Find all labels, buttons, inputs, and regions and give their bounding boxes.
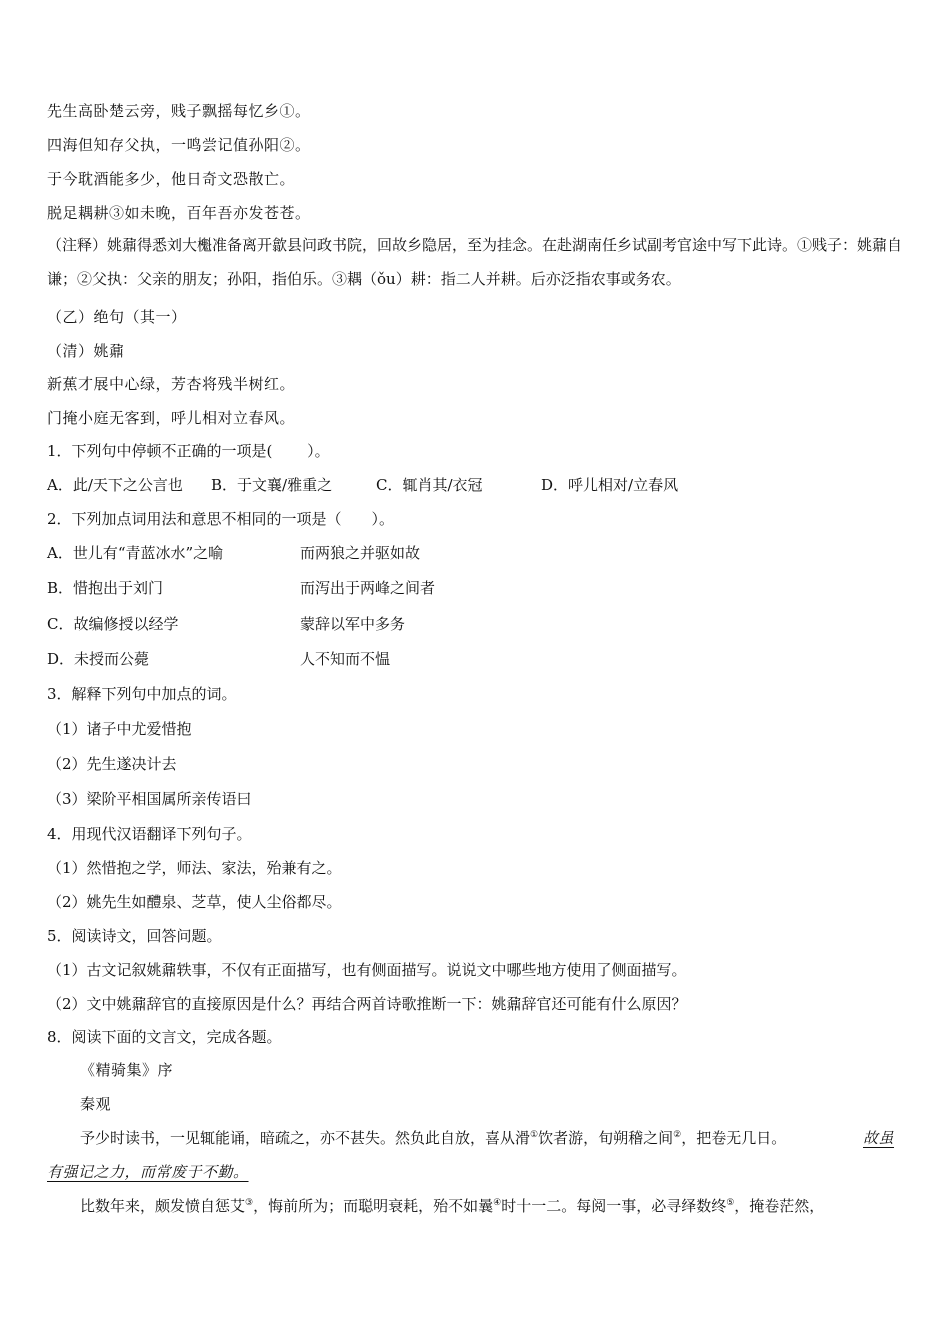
poem1-note: （注释）姚鼐得悉刘大櫆准备离开歙县问政书院，回故乡隐居，至为挂念。在赴湖南任乡试副考官途中写下此诗。①贱子：姚鼐自谦；②父执：父亲的朋友；孙阳，指伯乐。③耦（ǒu）耕：指二人并耕。后亦泛指农事或务农。	[47, 236, 903, 288]
poem1-line-2: 四海但知存父执，一鸣尝记值孙阳②。	[47, 136, 311, 154]
q8-title: 《精骑集》序	[80, 1061, 174, 1079]
q1-option-a: A．此/天下之公言也	[47, 476, 183, 494]
q2-row-a	[47, 542, 908, 564]
q2-row-c-right: 蒙辞以军中多务	[300, 615, 406, 633]
q3-stem: 3．解释下列句中加点的词。	[47, 685, 237, 703]
q8-para2-a: 比数年来，颇发愤自惩艾	[80, 1197, 246, 1215]
q8-para1-mid: 饮者游，旬朔稽之间	[538, 1129, 674, 1147]
q8-para2-c: 时十一二。每阅一事，必寻绎数终	[501, 1197, 727, 1215]
q8-underlined-start	[863, 1127, 894, 1149]
footnote-mark-3: ③	[245, 1198, 254, 1208]
q2-row-a-right: 而两狼之并驱如故	[300, 544, 421, 562]
footnote-mark-1: ①	[530, 1130, 539, 1140]
footnote-mark-2: ②	[673, 1130, 682, 1140]
q2-row-a-left: A．世儿有“青蓝冰水”之喻	[47, 544, 224, 562]
poem1-line-3: 于今耽酒能多少，他日奇文恐散亡。	[47, 170, 296, 188]
q2-row-d	[47, 648, 908, 670]
footnote-mark-4: ④	[493, 1198, 502, 1208]
footnote-mark-5: ⑤	[726, 1198, 735, 1208]
q2-row-b	[47, 577, 908, 599]
q8-para1-line1	[80, 1127, 908, 1149]
q8-para1-tail: ，把卷无几日。	[681, 1129, 787, 1147]
q8-para1-main: 予少时读书，一见辄能诵，暗疏之，亦不甚失。然负此自放，喜从滑	[80, 1129, 531, 1147]
q2-row-c	[47, 613, 908, 635]
poem1-line-1: 先生高卧楚云旁，贱子飘摇每忆乡①。	[47, 102, 311, 120]
q1-stem: 1．下列句中停顿不正确的一项是( ）。	[47, 442, 330, 460]
q2-row-d-left: D．未授而公薨	[47, 650, 150, 668]
q2-row-c-left: C．故编修授以经学	[47, 615, 179, 633]
q3-item-2: （2）先生遂决计去	[47, 755, 177, 773]
poem2-title: （乙）绝句（其一）	[47, 308, 187, 326]
q3-item-3: （3）梁阶平相国属所亲传语曰	[47, 790, 252, 808]
q2-row-b-left: B．惜抱出于刘门	[47, 579, 164, 597]
q1-option-b: B．于文襄/雅重之	[211, 476, 333, 494]
q5-stem: 5．阅读诗文，回答问题。	[47, 927, 222, 945]
q8-stem: 8．阅读下面的文言文，完成各题。	[47, 1028, 282, 1046]
q5-item-1: （1）古文记叙姚鼐轶事，不仅有正面描写，也有侧面描写。说说文中哪些地方使用了侧面描写。	[47, 961, 687, 979]
q2-stem: 2．下列加点词用法和意思不相同的一项是（ ）。	[47, 510, 395, 528]
poem2-author: （清）姚鼐	[47, 342, 125, 360]
q8-para1-line2	[47, 1161, 908, 1183]
q2-row-b-right: 而泻出于两峰之间者	[300, 579, 436, 597]
q3-item-1: （1）诸子中尤爱惜抱	[47, 720, 192, 738]
q5-item-2: （2）文中姚鼐辞官的直接原因是什么？再结合两首诗歌推断一下：姚鼐辞官还可能有什么原因？	[47, 995, 687, 1013]
q4-item-1: （1）然惜抱之学，师法、家法，殆兼有之。	[47, 859, 342, 877]
q8-para2-d: ，掩卷茫然，	[734, 1197, 825, 1215]
q1-option-c: C．辄肖其/衣冠	[376, 476, 483, 494]
poem1-line-4: 脱足耦耕③如未晚，百年吾亦发苍苍。	[47, 204, 311, 222]
q8-para2-b: ，悔前所为；而聪明衰耗，殆不如曩	[253, 1197, 494, 1215]
q8-underlined-sentence-part1: 故虽	[863, 1129, 895, 1147]
q8-underlined-sentence: 有强记之力，而常废于不勤。	[47, 1163, 249, 1181]
q4-item-2: （2）姚先生如醴泉、芝草，使人尘俗都尽。	[47, 893, 342, 911]
q1-option-d: D．呼儿相对/立春风	[541, 476, 679, 494]
q8-para2-line1	[80, 1195, 910, 1217]
q4-stem: 4．用现代汉语翻译下列句子。	[47, 825, 252, 843]
poem2-line-2: 门掩小庭无客到，呼儿相对立春风。	[47, 409, 296, 427]
q2-row-d-right: 人不知而不愠	[300, 650, 391, 668]
q8-author: 秦观	[80, 1095, 112, 1113]
poem2-line-1: 新蕉才展中心绿，芳杏将残半树红。	[47, 375, 296, 393]
